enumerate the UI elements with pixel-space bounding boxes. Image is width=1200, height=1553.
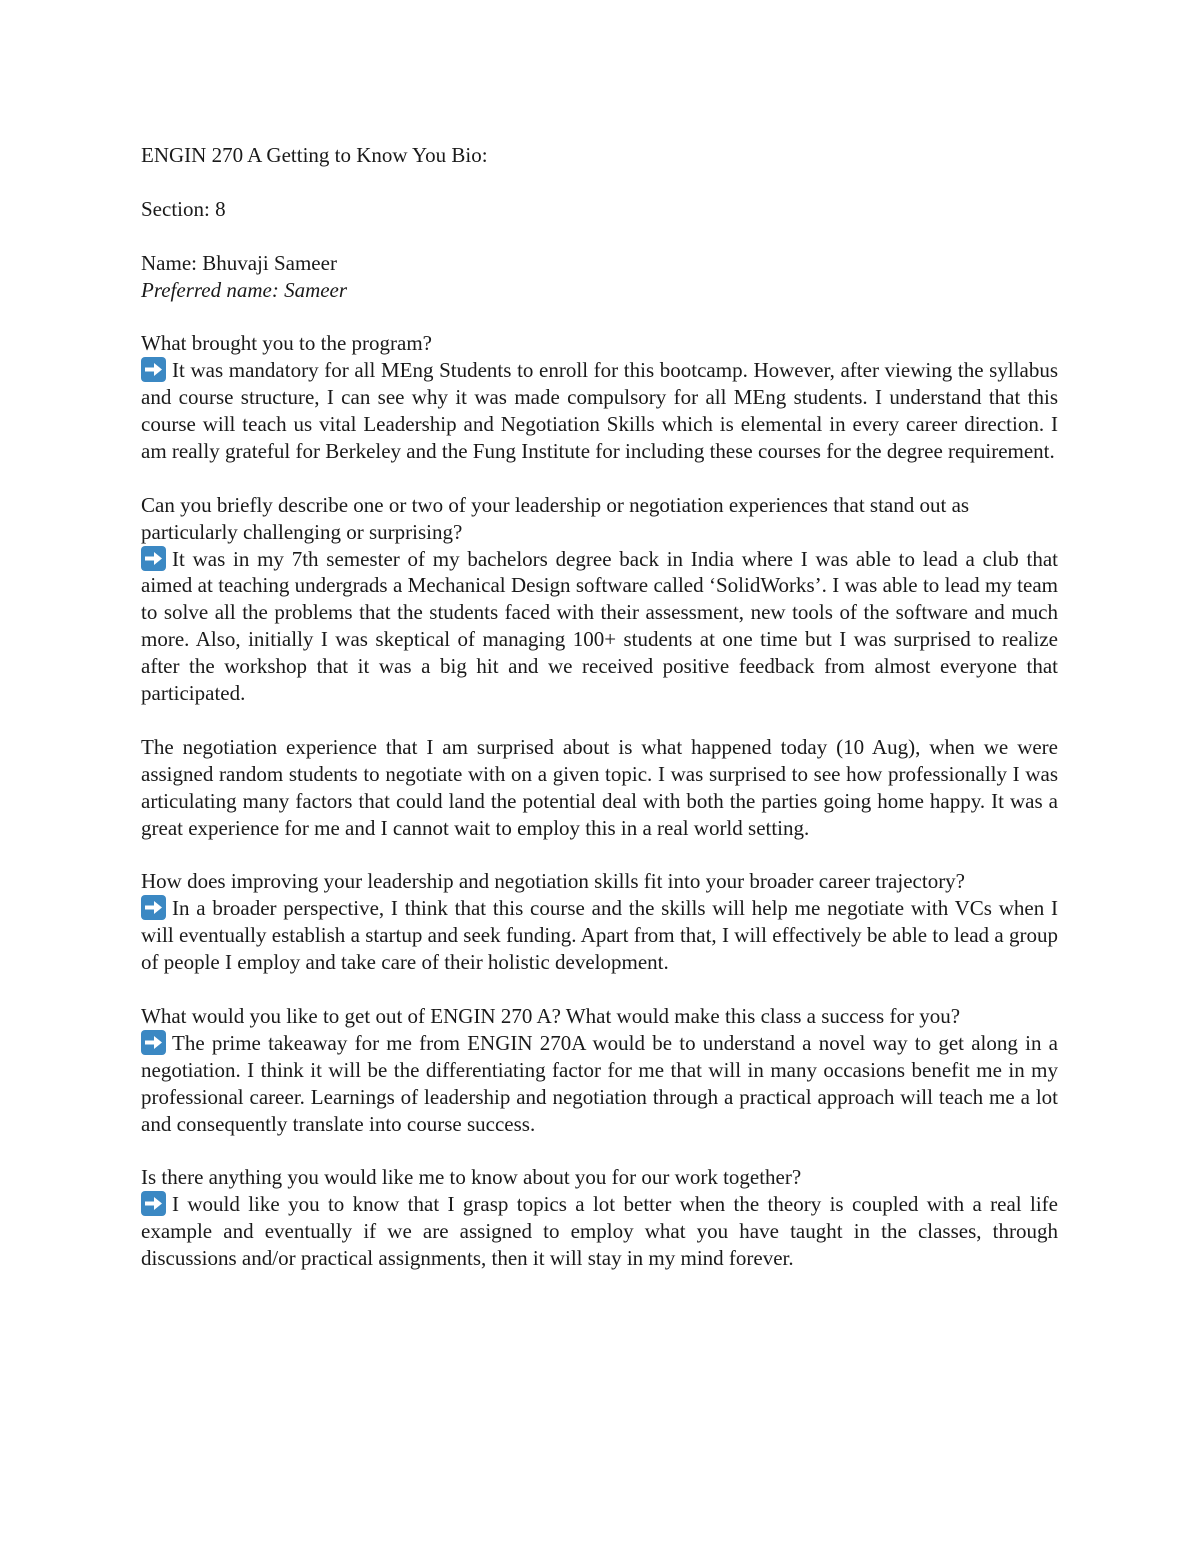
answer-3 [141, 895, 1058, 976]
question-4: What would you like to get out of ENGIN 270 A? What would make this class a success for you? [141, 1003, 961, 1028]
question-3: How does improving your leadership and negotiation skills fit into your broader career trajectory? [141, 869, 966, 894]
answer-2-extra: The negotiation experience that I am surprised about is what happened today (10 Aug), when we were assigned random students to negotiate with on a given topic. I was surprised to see how professionally I was articulating many factors that could land the potential deal with both the parties going home happy. It was a great experience for me and I cannot wait to employ this in a real world setting. [141, 734, 1058, 840]
spacer [141, 223, 1058, 250]
section-label: Section: 8 [141, 196, 226, 221]
right-arrow-icon [141, 357, 166, 382]
spacer [141, 303, 1058, 330]
answer-3-text: In a broader perspective, I think that this course and the skills will help me negotiate with VCs when I will eventually establish a startup and seek funding. Apart from that, I will effectively be able to lead a group of people I employ and take care of their holistic development. [141, 896, 1058, 975]
preferred-name: Preferred name: Sameer [141, 277, 348, 302]
spacer [141, 976, 1058, 1003]
right-arrow-icon [141, 1030, 166, 1055]
answer-1 [141, 357, 1058, 465]
spacer [141, 841, 1058, 868]
right-arrow-icon [141, 895, 166, 920]
spacer [141, 1137, 1058, 1164]
spacer [141, 465, 1058, 492]
document-title: ENGIN 270 A Getting to Know You Bio: [141, 143, 488, 167]
document-page [141, 142, 1058, 1272]
spacer [141, 169, 1058, 196]
right-arrow-icon [141, 1191, 166, 1216]
answer-2 [141, 546, 1058, 707]
answer-5-text: I would like you to know that I grasp topics a lot better when the theory is coupled with a real life example and eventually if we are assigned to employ what you have taught in the classes, through discussions and/or practical assignments, then it will stay in my mind forever. [141, 1192, 1058, 1271]
right-arrow-icon [141, 546, 166, 571]
answer-2-text: It was in my 7th semester of my bachelors degree back in India where I was able to lead a club that aimed at teaching undergrads a Mechanical Design software called ‘SolidWorks’. I was able to lead my team to solve all the problems that the students faced with their assessment, new tools of the software and much more. Also, initially I was skeptical of managing 100+ students at one time but I was surprised to realize after the workshop that it was a big hit and we received positive feedback from almost everyone that participated. [141, 546, 1058, 706]
answer-1-text: It was mandatory for all MEng Students to enroll for this bootcamp. However, after viewing the syllabus and course structure, I can see why it was made compulsory for all MEng students. I understand that this course will teach us vital Leadership and Negotiation Skills which is elemental in every career direction. I am really grateful for Berkeley and the Fung Institute for including these courses for the degree requirement. [141, 358, 1058, 463]
question-2: Can you briefly describe one or two of your leadership or negotiation experiences that stand out as particularly challenging or surprising? [141, 492, 970, 544]
student-name: Name: Bhuvaji Sameer [141, 250, 337, 275]
answer-4 [141, 1030, 1058, 1138]
answer-5 [141, 1191, 1058, 1272]
question-5: Is there anything you would like me to know about you for our work together? [141, 1165, 802, 1190]
answer-4-text: The prime takeaway for me from ENGIN 270A would be to understand a novel way to get along in a negotiation. I think it will be the differentiating factor for me that will in many occasions benefit me in my professional career. Learnings of leadership and negotiation through a practical approach will teach me a lot and consequently translate into course success. [141, 1030, 1058, 1136]
question-1: What brought you to the program? [141, 331, 433, 356]
spacer [141, 707, 1058, 734]
